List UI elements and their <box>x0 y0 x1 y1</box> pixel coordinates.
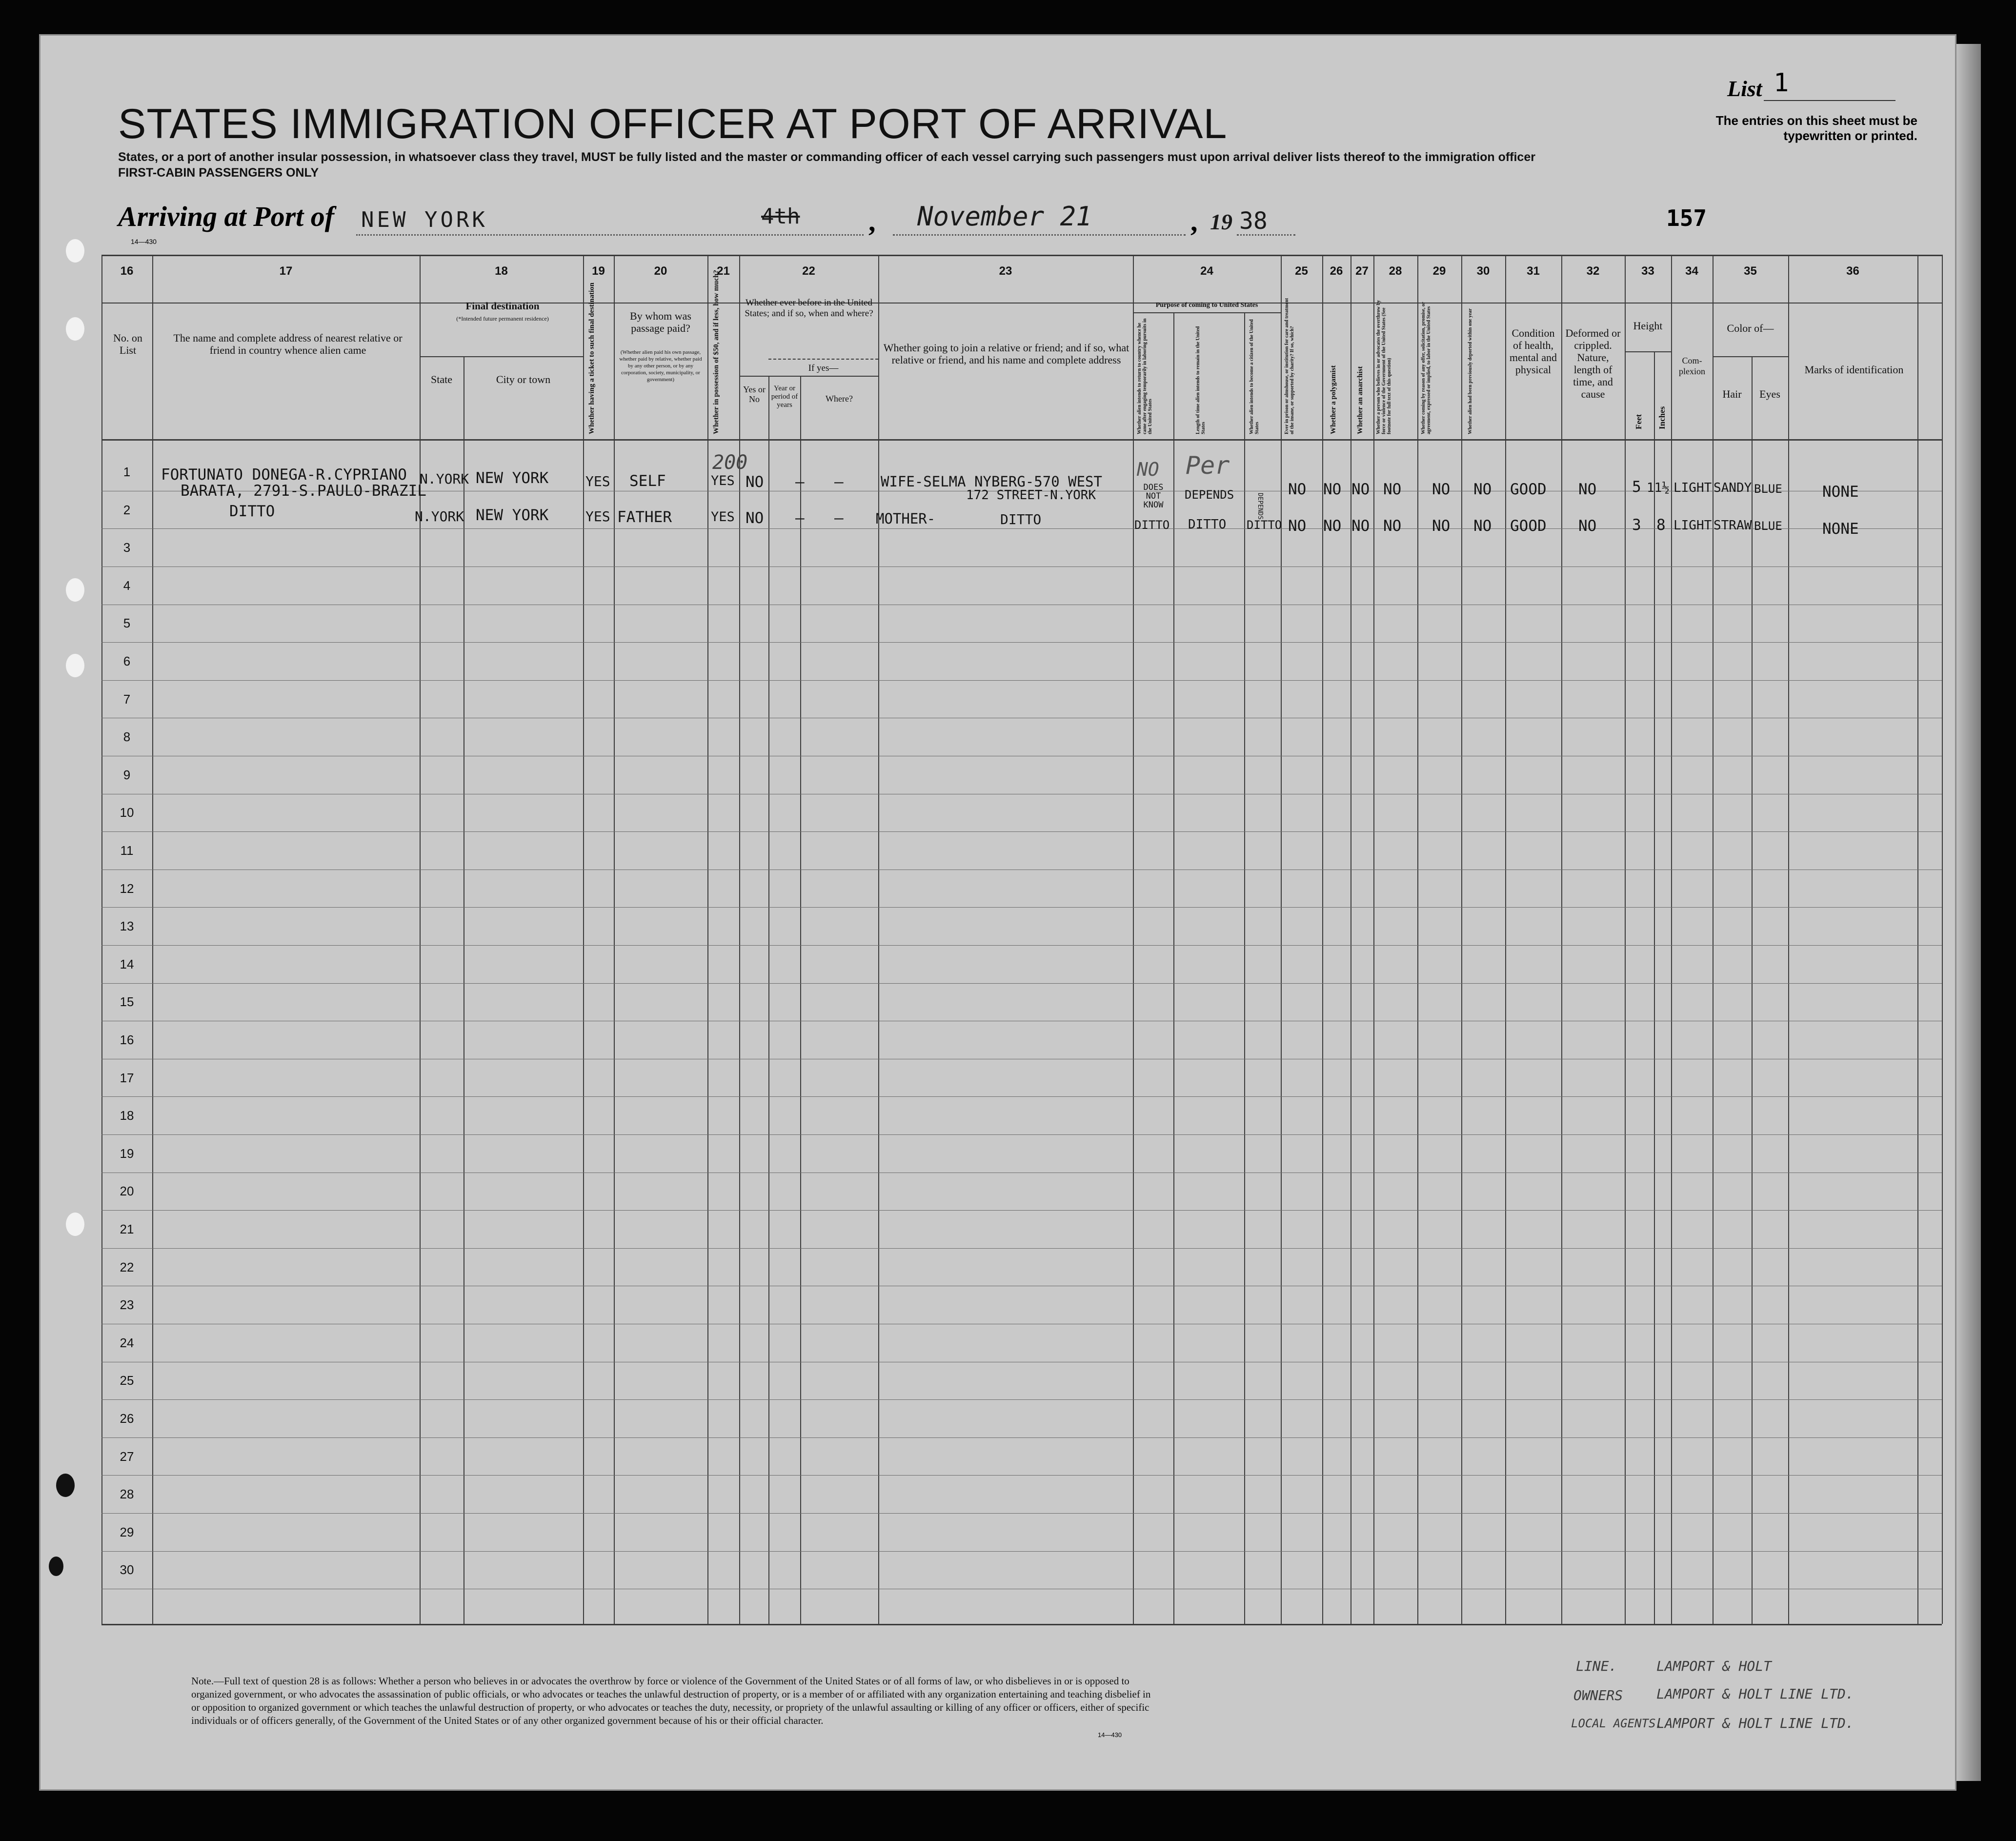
stamp-agents-value: LAMPORT & HOLT LINE LTD. <box>1656 1715 1854 1731</box>
entry-2-inches: 8 <box>1656 516 1666 534</box>
header-passage-note: (Whether alien paid his own passage, whether paid by relative, whether paid by any other person, or by any corporation, society, municipality, or government) <box>619 349 702 383</box>
row-number: 11 <box>120 843 134 858</box>
column-number: 16 <box>120 264 134 278</box>
stamp-line-value: LAMPORT & HOLT <box>1656 1658 1772 1674</box>
header-polygamist: Whether a polygamist <box>1330 365 1337 434</box>
row-number: 1 <box>123 465 131 479</box>
header-anarchist: Whether an anarchist <box>1356 366 1364 434</box>
header-inches: Inches <box>1657 406 1667 429</box>
header-possession-50: Whether in possession of $50, and if less, how much? <box>712 270 720 434</box>
column-number: 36 <box>1846 264 1859 278</box>
col-rule <box>614 255 615 1624</box>
col-rule <box>152 255 153 1624</box>
row-number: 16 <box>120 1032 134 1047</box>
header-bottom-rule <box>101 439 1942 441</box>
punch-hole <box>66 654 84 677</box>
form-number: 14—430 <box>131 238 157 245</box>
header-final-destination: Final destination <box>465 300 540 312</box>
entry-1-join-address: 172 STREET-N.YORK <box>966 488 1096 503</box>
entry-1-return-mark: NO <box>1137 459 1159 480</box>
entry-1-before-in-us: NO <box>746 473 764 491</box>
row-rule <box>101 831 1942 832</box>
entry-2-deported: NO <box>1473 517 1492 535</box>
subheader-rule <box>768 359 878 360</box>
column-number: 19 <box>592 264 605 278</box>
sheet-number: 157 <box>1666 205 1707 231</box>
comma: , <box>868 205 876 237</box>
entry-2-before-where: — <box>834 509 844 527</box>
entry-1-join: WIFE-SELMA NYBERG-570 WEST <box>881 473 1102 490</box>
entry-2-length-stay: DITTO <box>1188 517 1227 532</box>
entry-1-inches: 11½ <box>1647 481 1670 495</box>
header-feet: Feet <box>1634 414 1643 429</box>
column-number: 30 <box>1476 264 1490 278</box>
col-rule <box>1917 255 1918 1624</box>
entry-2-relative: DITTO <box>229 503 275 520</box>
row-number: 2 <box>123 502 131 517</box>
port-value: NEW YORK <box>361 207 488 232</box>
column-number: 34 <box>1685 264 1698 278</box>
header-eyes: Eyes <box>1759 388 1780 400</box>
entry-1-offer: NO <box>1432 481 1451 498</box>
column-number: 28 <box>1389 264 1402 278</box>
col-rule <box>707 255 708 1624</box>
row-number: 10 <box>120 805 134 820</box>
header-height: Height <box>1633 320 1663 332</box>
date-value: November 21 <box>917 201 1092 232</box>
row-number: 4 <box>123 578 131 593</box>
header-offer: Whether coming by reason of any offer, solicitation, promise, or agreement, expressed or implied, to labor in the United States <box>1421 302 1431 434</box>
column-number: 23 <box>999 264 1012 278</box>
row-rule <box>101 1551 1942 1552</box>
entry-1-ticket: YES <box>585 473 610 489</box>
header-health: Condition of health, mental and physical <box>1509 327 1557 376</box>
entry-2-join: MOTHER- <box>876 510 936 527</box>
row-number: 15 <box>120 994 134 1010</box>
entry-1-polygamist: NO <box>1323 481 1342 498</box>
col-rule <box>1625 255 1626 1624</box>
row-number: 13 <box>120 919 134 934</box>
col-rule <box>1654 351 1655 1624</box>
row-number: 12 <box>120 881 134 896</box>
row-number: 20 <box>120 1184 134 1199</box>
entry-2-hair: STRAW <box>1714 518 1752 533</box>
punch-hole <box>49 1557 63 1576</box>
column-number: 25 <box>1295 264 1308 278</box>
entry-2-money: YES <box>711 509 735 525</box>
row-number: 30 <box>120 1562 134 1578</box>
entry-1-marks: NONE <box>1822 483 1859 501</box>
row-rule <box>101 680 1942 681</box>
header-final-destination-note: (*Intended future permanent residence) <box>456 315 549 322</box>
header-if-yes: If yes— <box>808 363 839 373</box>
col-rule <box>1561 255 1562 1624</box>
header-where: Where? <box>826 394 853 404</box>
entry-1-health: GOOD <box>1510 481 1547 498</box>
header-ticket: Whether having a ticket to such final destination <box>588 283 596 434</box>
punch-hole <box>66 578 84 602</box>
subheader-rule <box>420 356 583 357</box>
row-number: 23 <box>120 1297 134 1313</box>
entry-1-before-where: — <box>834 473 844 491</box>
subtitle: States, or a port of another insular possession, in whatsoever class they travel, MUST be fully listed and the master or commanding officer of each vessel carrying such passengers must upon arrival deliver lists thereof to the immigration officer <box>118 150 1535 164</box>
entry-2-ticket: YES <box>585 508 610 525</box>
entry-1-relative-address: BARATA, 2791-S.PAULO-BRAZIL <box>181 482 426 500</box>
entry-2-state: N.YORK <box>415 508 464 525</box>
col-rule <box>1461 255 1462 1624</box>
entry-1-eyes: BLUE <box>1754 482 1782 496</box>
stamp-agents-label: LOCAL AGENTS. <box>1571 1717 1663 1730</box>
subheader-rule <box>1713 356 1788 357</box>
col-rule <box>1752 356 1753 1624</box>
row-rule <box>101 945 1942 946</box>
row-rule <box>101 642 1942 643</box>
row-rule <box>101 1210 1942 1211</box>
col-rule <box>1173 312 1174 1624</box>
entry-2-offer: NO <box>1432 517 1451 535</box>
entry-1-paid-by: SELF <box>629 472 666 490</box>
row-rule <box>101 566 1942 567</box>
row-rule <box>101 907 1942 908</box>
entry-2-eyes: BLUE <box>1754 519 1782 533</box>
subheader-rule <box>1625 351 1671 352</box>
stamp-owners-value: LAMPORT & HOLT LINE LTD. <box>1656 1686 1854 1702</box>
entry-2-deformed: NO <box>1578 517 1597 535</box>
row-number: 28 <box>120 1487 134 1502</box>
column-number: 22 <box>802 264 815 278</box>
row-number: 24 <box>120 1335 134 1350</box>
column-number: 17 <box>279 264 293 278</box>
row-number: 26 <box>120 1411 134 1426</box>
row-rule <box>101 1513 1942 1514</box>
row-rule <box>101 1134 1942 1135</box>
col-rule <box>420 255 421 1624</box>
header-nearest-relative: The name and complete address of nearest relative or friend in country whence alien came <box>173 332 403 356</box>
table-bottom-border <box>101 1624 1942 1625</box>
col-rule <box>1671 255 1672 1624</box>
row-number: 6 <box>123 654 131 668</box>
column-number: 24 <box>1200 264 1213 278</box>
col-rule <box>1281 255 1282 1624</box>
row-number: 27 <box>120 1449 134 1464</box>
entry-1-before-year: — <box>795 473 805 491</box>
entry-1-money-note: 200 <box>712 451 748 474</box>
entry-1-complexion: LIGHT <box>1673 481 1712 495</box>
entry-2-polygamist: NO <box>1323 517 1342 535</box>
row-number: 29 <box>120 1524 134 1539</box>
col-rule <box>1133 255 1134 1624</box>
list-number: 1 <box>1774 68 1789 98</box>
column-number: 21 <box>717 264 730 278</box>
entry-1-length-mark: Per <box>1186 451 1230 480</box>
entry-2-before-in-us: NO <box>746 509 764 527</box>
year-prefix: 19 <box>1210 209 1232 234</box>
year-suffix: 38 <box>1239 207 1268 235</box>
entry-1-feet: 5 <box>1632 478 1641 496</box>
header-city: City or town <box>496 373 551 385</box>
entry-2-marks: NONE <box>1822 520 1859 538</box>
instructions: The entries on this sheet must be typewritten or printed. <box>1715 113 1917 143</box>
punch-hole <box>56 1474 75 1497</box>
entry-2-complexion: LIGHT <box>1673 518 1712 533</box>
row-number: 8 <box>123 729 131 745</box>
header-passage-paid: By whom was passage paid? <box>630 310 691 334</box>
header-overthrow: Whether a person who believes in or advocates the overthrow by force or violence of the Government of the United States (See footnote for full text of this question) <box>1376 300 1392 434</box>
punch-hole <box>66 317 84 341</box>
manifest-sheet <box>39 34 1956 1791</box>
column-number: 20 <box>654 264 667 278</box>
list-label: List <box>1727 76 1762 101</box>
column-number: 35 <box>1744 264 1757 278</box>
column-number: 18 <box>495 264 508 278</box>
subheader-rule <box>1133 312 1281 313</box>
header-deformed: Deformed or crippled. Nature, length of time, and cause <box>1565 327 1621 400</box>
header-citizen: Whether alien intends to become a citizen of the United States <box>1249 319 1260 434</box>
entry-1-city: NEW YORK <box>476 469 549 487</box>
page-title: STATES IMMIGRATION OFFICER AT PORT OF ARRIVAL <box>118 101 1228 147</box>
row-number: 5 <box>123 616 131 631</box>
row-number: 25 <box>120 1373 134 1388</box>
header-purpose: Purpose of coming to United States <box>1155 302 1258 309</box>
row-number: 9 <box>123 767 131 782</box>
entry-2-paid-by: FATHER <box>617 508 672 526</box>
header-color-of: Color of— <box>1727 322 1774 334</box>
stamp-owners-label: OWNERS <box>1573 1687 1623 1703</box>
subheader-rule <box>739 376 878 377</box>
header-hair: Hair <box>1722 388 1742 400</box>
entry-1-overthrow: NO <box>1383 481 1402 498</box>
row-number: 21 <box>120 1222 134 1236</box>
header-return-intent: Whether alien intends to return to country whence he came after engaging temporarily in laboring pursuits in the United States <box>1137 318 1153 434</box>
col-rule <box>1505 255 1506 1624</box>
col-rule <box>1713 255 1714 1624</box>
date-dotline <box>893 234 1186 236</box>
entry-1-anarchist: NO <box>1351 481 1370 498</box>
column-number: 33 <box>1641 264 1654 278</box>
col-rule <box>1244 312 1245 1624</box>
row-rule <box>101 1096 1942 1097</box>
row-rule <box>101 1475 1942 1476</box>
row-number: 7 <box>123 691 131 707</box>
entry-1-return-intent: DOES NOT KNOW <box>1143 483 1164 510</box>
row-rule <box>101 1248 1942 1249</box>
col-rule <box>768 376 769 1624</box>
entry-2-feet: 3 <box>1632 516 1641 534</box>
header-state: State <box>431 373 452 385</box>
entry-2-prison: NO <box>1288 517 1307 535</box>
comma: , <box>1190 205 1198 237</box>
footnote: Note.—Full text of question 28 is as follows: Whether a person who believes in or advocates the overthrow by force or violence of the Government of the United States or of all forms of law, or who disbelieves in or is opposed to organized government, or who advocates the assassination of public officials, or who advocates or teaches the unlawful destruction of property, or is a member of or affiliated with any organization entertaining and teaching disbelief in or opposition to organized government or which teaches the unlawful destruction of property, or who advocates or teaches the duty, necessity, or propriety of the unlawful assaulting or killing of any officer or officers, either of specific individuals or of officers generally, of the Government of the United States or of any other organized government because of his or their official character. <box>191 1675 1151 1726</box>
col-rule <box>1373 255 1374 1624</box>
header-prison: Ever in prison or almshouse, or institution for care and treatment of the insane, or supported by charity? If so, which? <box>1284 298 1295 434</box>
header-complexion: Com-plexion <box>1679 356 1705 376</box>
arriving-label: Arriving at Port of <box>118 201 335 232</box>
punch-hole <box>66 239 84 263</box>
row-number: 3 <box>123 540 131 555</box>
row-number: 14 <box>120 956 134 971</box>
header-marks: Marks of identification <box>1804 364 1904 376</box>
entry-2-overthrow: NO <box>1383 517 1402 535</box>
row-rule <box>101 1399 1942 1400</box>
entry-1-deported: NO <box>1473 481 1492 498</box>
list-underline <box>1764 100 1895 101</box>
column-number: 29 <box>1432 264 1446 278</box>
entry-2-anarchist: NO <box>1351 517 1370 535</box>
row-number: 18 <box>120 1108 134 1123</box>
table-right-border <box>1942 255 1943 1624</box>
col-rule <box>878 255 879 1624</box>
header-yes-no: Yes or No <box>743 384 766 404</box>
row-rule <box>101 528 1942 529</box>
table-top-border <box>101 255 1942 256</box>
col-rule <box>583 255 584 1624</box>
col-rule <box>1322 255 1323 1624</box>
footnote-code: 14—430 <box>1098 1731 1122 1739</box>
entry-2-city: NEW YORK <box>476 506 549 524</box>
entry-1-length-stay: DEPENDS <box>1185 488 1234 502</box>
header-join-relative: Whether going to join a relative or friend; and if so, what relative or friend, and his name and complete address <box>883 342 1129 366</box>
entry-2-citizen: DITTO <box>1247 518 1282 532</box>
entry-2-return-intent: DITTO <box>1134 518 1170 532</box>
column-number: 27 <box>1355 264 1369 278</box>
entry-1-relative: FORTUNATO DONEGA-R.CYPRIANO <box>161 466 407 484</box>
row-number: 19 <box>120 1146 134 1161</box>
row-number: 17 <box>120 1070 134 1085</box>
entry-1-state: N.YORK <box>420 471 469 487</box>
col-rule <box>1788 255 1789 1624</box>
header-length-stay: Length of time alien intends to remain in the United States <box>1195 326 1206 434</box>
entry-2-join-address: DITTO <box>1000 511 1042 527</box>
entry-2-health: GOOD <box>1510 517 1547 535</box>
entry-1-money: YES <box>711 473 735 488</box>
header-before-in-us: Whether ever before in the United States; and if so, when and where? <box>745 298 873 319</box>
entry-2-before-year: — <box>795 509 805 527</box>
col-rule <box>1417 255 1418 1624</box>
port-dotline <box>356 234 864 236</box>
year-dotline <box>1237 234 1295 236</box>
row-rule <box>101 1437 1942 1438</box>
column-number: 26 <box>1330 264 1343 278</box>
header-no-on-list: No. on List <box>113 332 142 356</box>
column-number: 31 <box>1527 264 1540 278</box>
column-number: 32 <box>1586 264 1600 278</box>
entry-1-prison: NO <box>1288 481 1307 498</box>
header-year-period: Year or period of years <box>771 384 798 409</box>
header-deported: Whether alien had been previously deported within one year <box>1468 308 1473 434</box>
stamp-line-label: LINE. <box>1576 1658 1617 1674</box>
col-rule <box>800 376 801 1624</box>
entry-1-citizen: DEPENDS <box>1256 493 1264 520</box>
row-number: 22 <box>120 1259 134 1275</box>
punch-hole <box>66 1213 84 1236</box>
struck-entry: 4th <box>761 204 800 229</box>
entry-1-hair: SANDY <box>1714 481 1752 495</box>
class-line: FIRST-CABIN PASSENGERS ONLY <box>118 166 319 180</box>
row-rule <box>101 983 1942 984</box>
entry-1-deformed: NO <box>1578 481 1597 498</box>
